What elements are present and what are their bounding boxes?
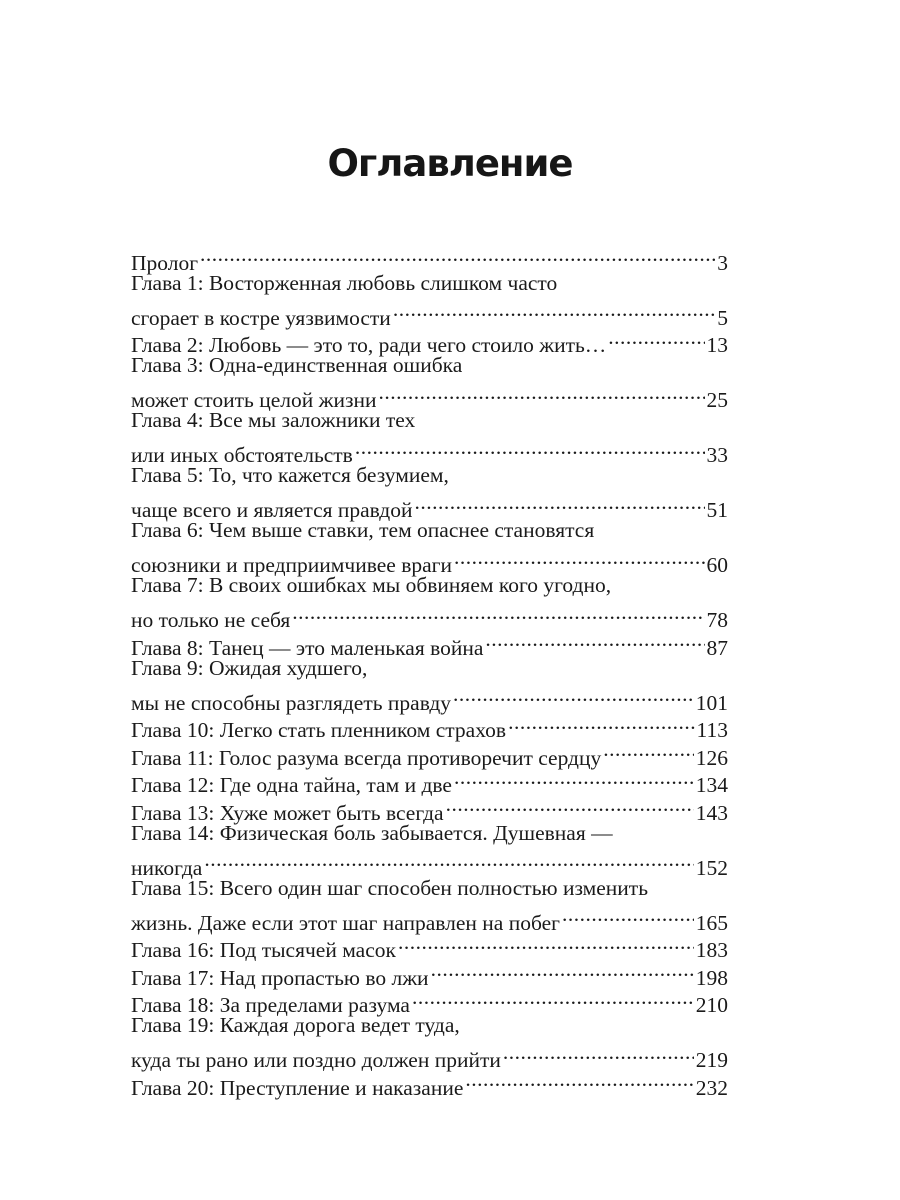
toc-entry-title: Глава 2: Любовь — это то, ради чего стоило жить…: [131, 333, 607, 357]
toc-entry-title: Глава 4: Все мы заложники тех: [131, 408, 416, 432]
toc-entry-title: Глава 7: В своих ошибках мы обвиняем кого угодно,: [131, 573, 612, 597]
toc-entry-title: Пролог: [131, 250, 199, 275]
dot-leader: [292, 600, 704, 628]
toc-page-number: 51: [706, 498, 728, 522]
toc-entry-title: Глава 20: Преступление и наказание: [131, 1075, 464, 1100]
toc-page-number: 198: [695, 965, 728, 990]
toc-entry[interactable]: [131, 407, 728, 467]
toc-entry-title: или иных обстоятельств: [131, 443, 353, 467]
toc-entry[interactable]: [131, 1012, 728, 1072]
toc-page-number: 5: [717, 305, 728, 330]
toc-entry-title: Глава 16: Под тысячей масок: [131, 938, 396, 962]
toc-line: [131, 820, 728, 848]
dot-leader: [454, 765, 694, 793]
toc-entry-title: мы не способны разглядеть правду: [131, 690, 452, 715]
dot-leader: [398, 930, 694, 958]
toc-entry-title: Глава 17: Над пропастью во лжи: [131, 965, 429, 990]
toc-entry[interactable]: [131, 517, 728, 577]
toc-entry-title: Глава 1: Восторженная любовь слишком часто: [131, 270, 558, 295]
toc-line: [131, 462, 728, 490]
toc-entry-title: жизнь. Даже если этот шаг направлен на побег: [131, 910, 560, 935]
toc-page-number: 60: [706, 553, 728, 577]
dot-leader: [562, 902, 694, 930]
toc-entry-title: Глава 3: Одна-единственная ошибка: [131, 353, 463, 377]
toc-line: [131, 682, 728, 715]
dot-leader: [431, 957, 694, 985]
toc-page-number: 152: [695, 855, 728, 880]
toc-page-number: 3: [717, 250, 728, 275]
toc-page-number: 101: [695, 690, 728, 715]
toc-page-number: 13: [706, 333, 728, 357]
toc-entry-title: никогда: [131, 855, 203, 880]
toc-entry-title: Глава 19: Каждая дорога ведет туда,: [131, 1013, 460, 1037]
toc-entry[interactable]: [131, 462, 728, 522]
toc-entry-title: Глава 14: Физическая боль забывается. Душевная —: [131, 820, 613, 845]
toc-entry-title: Глава 15: Всего один шаг способен полностью изменить: [131, 875, 648, 900]
toc-line: [131, 572, 728, 600]
toc-entry[interactable]: [131, 820, 728, 880]
toc-entry-title: Глава 10: Легко стать пленником страхов: [131, 718, 507, 742]
dot-leader: [485, 627, 704, 655]
toc-page-number: 25: [706, 388, 728, 412]
toc-entry-title: Глава 5: То, что кажется безумием,: [131, 463, 449, 487]
toc-page-number: 113: [696, 718, 728, 742]
toc-entry-title: куда ты рано или поздно должен прийти: [131, 1048, 501, 1072]
toc-line: [131, 407, 728, 435]
dot-leader: [603, 737, 694, 765]
toc-line: [131, 902, 728, 935]
toc-line: [131, 490, 728, 522]
toc-entry-title: но только не себя: [131, 608, 291, 632]
toc-line: [131, 380, 728, 412]
toc-line: [131, 875, 728, 903]
toc-line: [131, 352, 728, 380]
toc-entry[interactable]: [131, 655, 728, 715]
dot-leader: [414, 490, 704, 518]
toc-entry[interactable]: [131, 352, 728, 412]
toc-entry-title: Глава 6: Чем выше ставки, тем опаснее становятся: [131, 518, 595, 542]
dot-leader: [204, 847, 693, 875]
dot-leader: [454, 545, 705, 573]
toc-entry-title: Глава 12: Где одна тайна, там и две: [131, 773, 452, 797]
toc-line: [131, 517, 728, 545]
dot-leader: [508, 710, 694, 738]
toc-page-number: 134: [695, 773, 728, 797]
toc-page-number: 219: [695, 1048, 728, 1072]
toc-line: [131, 847, 728, 880]
toc-page-number: 143: [695, 800, 728, 825]
toc-entry[interactable]: [131, 242, 728, 275]
toc-entry-title: Глава 18: За пределами разума: [131, 993, 410, 1017]
dot-leader: [412, 985, 694, 1013]
dot-leader: [200, 242, 715, 270]
toc-entry-title: чаще всего и является правдой: [131, 498, 413, 522]
page-title: Оглавление: [327, 142, 573, 185]
toc-page-number: 87: [706, 635, 728, 660]
toc-line: [131, 435, 728, 467]
toc-line: [131, 270, 728, 298]
toc-page-number: 165: [695, 910, 728, 935]
toc-page-number: 126: [695, 745, 728, 770]
toc-entry-title: может стоить целой жизни: [131, 388, 377, 412]
toc-page-number: 210: [695, 993, 728, 1017]
toc-line: [131, 1040, 728, 1072]
toc-line: [131, 600, 728, 632]
toc-page-number: 232: [695, 1075, 728, 1100]
dot-leader: [393, 297, 715, 325]
table-of-contents: [131, 242, 728, 1100]
dot-leader: [453, 682, 694, 710]
toc-entry-title: Глава 9: Ожидая худшего,: [131, 655, 368, 680]
toc-line: [131, 1012, 728, 1040]
toc-entry-title: Глава 8: Танец — это маленькая война: [131, 635, 484, 660]
dot-leader: [503, 1040, 694, 1068]
toc-page-number: 33: [706, 443, 728, 467]
toc-page-number: 78: [706, 608, 728, 632]
dot-leader: [446, 792, 694, 820]
toc-line: [131, 545, 728, 577]
toc-line: [131, 297, 728, 330]
dot-leader: [465, 1067, 693, 1095]
toc-entry-title: союзники и предприимчивее враги: [131, 553, 452, 577]
toc-page-number: 183: [695, 938, 728, 962]
toc-line: [131, 242, 728, 275]
toc-entry-title: сгорает в костре уязвимости: [131, 305, 391, 330]
toc-entry-title: Глава 11: Голос разума всегда противоречит сердцу: [131, 745, 602, 770]
toc-entry[interactable]: [131, 270, 728, 330]
toc-entry-title: Глава 13: Хуже может быть всегда: [131, 800, 444, 825]
toc-entry[interactable]: [131, 875, 728, 935]
dot-leader: [355, 435, 705, 463]
toc-entry[interactable]: [131, 572, 728, 632]
dot-leader: [608, 325, 704, 353]
dot-leader: [378, 380, 704, 408]
